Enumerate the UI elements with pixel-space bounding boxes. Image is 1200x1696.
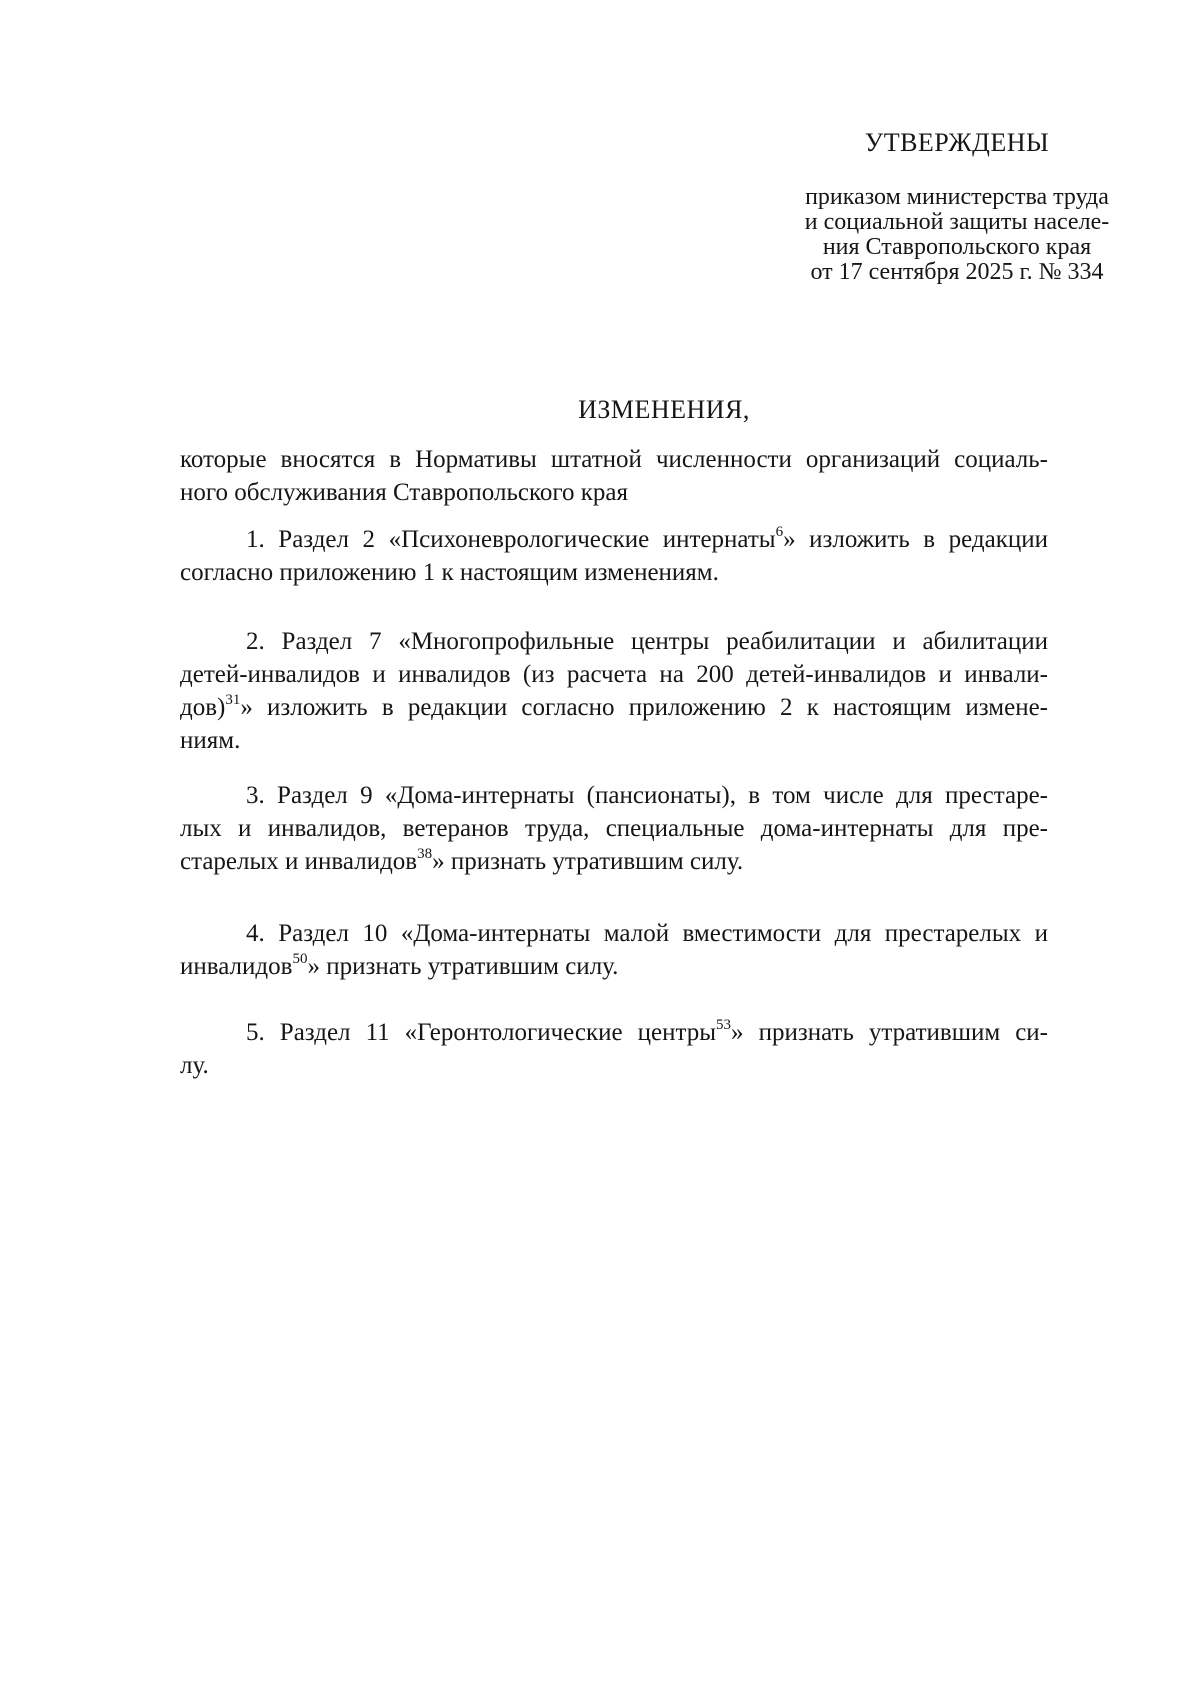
paragraph-4 (180, 917, 1048, 983)
text-line: 3. Раздел 9 «Дома-интернаты (пансионаты), в том числе для престаре- (246, 782, 1048, 809)
text-run: » изложить в редакции согласно приложению 2 к настоящим измене- (240, 694, 1048, 721)
approval-block (763, 130, 1151, 285)
approval-issuer (763, 185, 1151, 285)
text-line (180, 691, 1048, 724)
footnote-ref: 53 (716, 1016, 732, 1033)
text-run: инвалидов (180, 953, 293, 980)
text-line: детей-инвалидов и инвалидов (из расчета на 200 детей-инвалидов и инвали- (180, 661, 1048, 688)
document-body (180, 395, 1048, 1082)
text-line: ного обслуживания Ставропольского края (180, 479, 628, 506)
text-line (180, 1016, 1048, 1049)
text-line: лых и инвалидов, ветеранов труда, специальные дома-интернаты для пре- (180, 815, 1048, 842)
text-line: согласно приложению 1 к настоящим изменениям. (180, 559, 719, 586)
text-run: » признать утратившим силу. (432, 848, 744, 875)
text-line: которые вносятся в Нормативы штатной численности организаций социаль- (180, 446, 1048, 473)
text-line: 4. Раздел 10 «Дома-интернаты малой вместимости для престарелых и (246, 920, 1048, 947)
text-run: 5. Раздел 11 «Геронтологические центры (246, 1019, 717, 1046)
paragraph-2 (180, 625, 1048, 757)
text-line: ниям. (180, 727, 241, 754)
approval-line: ния Ставропольского края (822, 234, 1092, 260)
text-line: лу. (180, 1052, 209, 1079)
text-run: » изложить в редакции (783, 526, 1048, 553)
text-run: дов) (180, 694, 226, 721)
paragraph-5 (180, 1016, 1048, 1082)
approval-line: приказом министерства труда (805, 184, 1109, 210)
document-title: ИЗМЕНЕНИЯ, (578, 395, 750, 424)
text-run: старелых и инвалидов (180, 848, 418, 875)
text-line (180, 950, 1048, 983)
text-run: » признать утратившим си- (731, 1019, 1049, 1046)
footnote-ref: 6 (775, 523, 784, 540)
footnote-ref: 38 (417, 845, 433, 862)
intro-paragraph (180, 443, 1048, 509)
text-run: 1. Раздел 2 «Психоневрологические интернаты (246, 526, 776, 553)
text-run: » признать утратившим силу. (307, 953, 619, 980)
text-line: 2. Раздел 7 «Многопрофильные центры реабилитации и абилитации (246, 628, 1048, 655)
footnote-ref: 50 (292, 950, 308, 967)
approval-line: и социальной защиты населе- (804, 209, 1110, 235)
approval-status: УТВЕРЖДЕНЫ (864, 128, 1050, 157)
text-line (180, 523, 1048, 556)
approval-line: от 17 сентября 2025 г. № 334 (810, 259, 1104, 285)
text-line (180, 845, 1048, 878)
footnote-ref: 31 (225, 691, 241, 708)
paragraph-1 (180, 523, 1048, 589)
paragraph-3 (180, 779, 1048, 878)
